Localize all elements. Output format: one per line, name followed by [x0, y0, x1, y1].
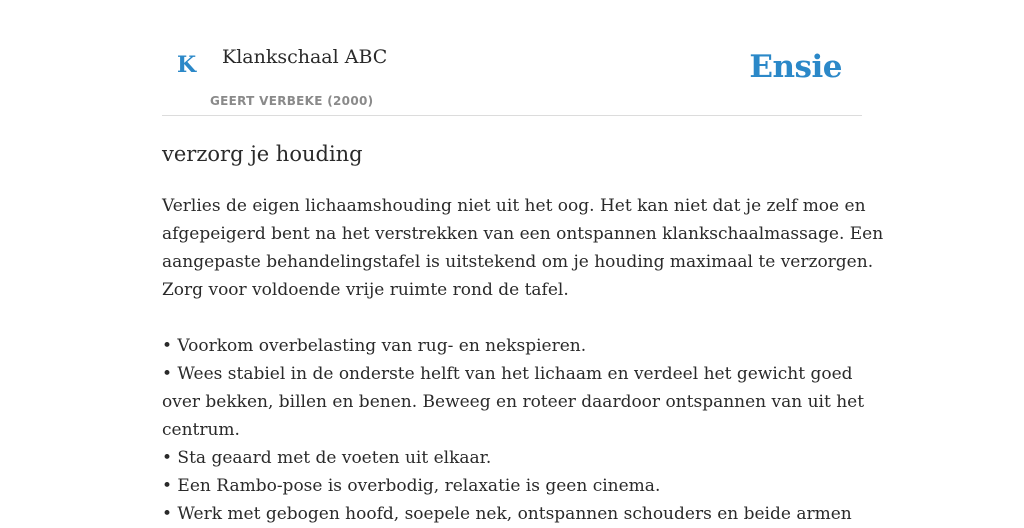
brand-logo[interactable]: Ensie [749, 49, 842, 85]
book-header [162, 0, 862, 116]
list-item: • Werk met gebogen hoofd, soepele nek, ontspannen schouders en beide armen [162, 504, 852, 524]
list-item: • Een Rambo-pose is overbodig, relaxatie is geen cinema. [162, 476, 661, 496]
body-line: aangepaste behandelingstafel is uitstekend om je houding maximaal te verzorgen. [162, 252, 874, 272]
body-line: afgepeigerd bent na het verstrekken van een ontspannen klankschaalmassage. Een [162, 224, 884, 244]
list-item: • Sta geaard met de voeten uit elkaar. [162, 448, 492, 468]
body-line: Verlies de eigen lichaamshouding niet uit het oog. Het kan niet dat je zelf moe en [162, 196, 866, 216]
entry-title: verzorg je houding [162, 142, 363, 166]
entry-body [162, 192, 884, 528]
list-item: • Voorkom overbelasting van rug- en nekspieren. [162, 336, 587, 356]
letter-badge[interactable]: K [177, 52, 197, 78]
body-line: Zorg voor voldoende vrije ruimte rond de tafel. [162, 280, 569, 300]
book-title[interactable]: Klankschaal ABC [222, 46, 388, 68]
list-item-continuation: centrum. [162, 420, 240, 440]
paragraph-spacer [162, 304, 862, 332]
list-item: • Wees stabiel in de onderste helft van het lichaam en verdeel het gewicht goed [162, 364, 853, 384]
list-item-continuation: over bekken, billen en benen. Beweeg en roteer daardoor ontspannen van uit het [162, 392, 865, 412]
entry-content [162, 138, 884, 528]
bullet-list [162, 332, 865, 528]
intro-paragraph [162, 192, 884, 304]
book-author: GEERT VERBEKE (2000) [210, 94, 374, 108]
